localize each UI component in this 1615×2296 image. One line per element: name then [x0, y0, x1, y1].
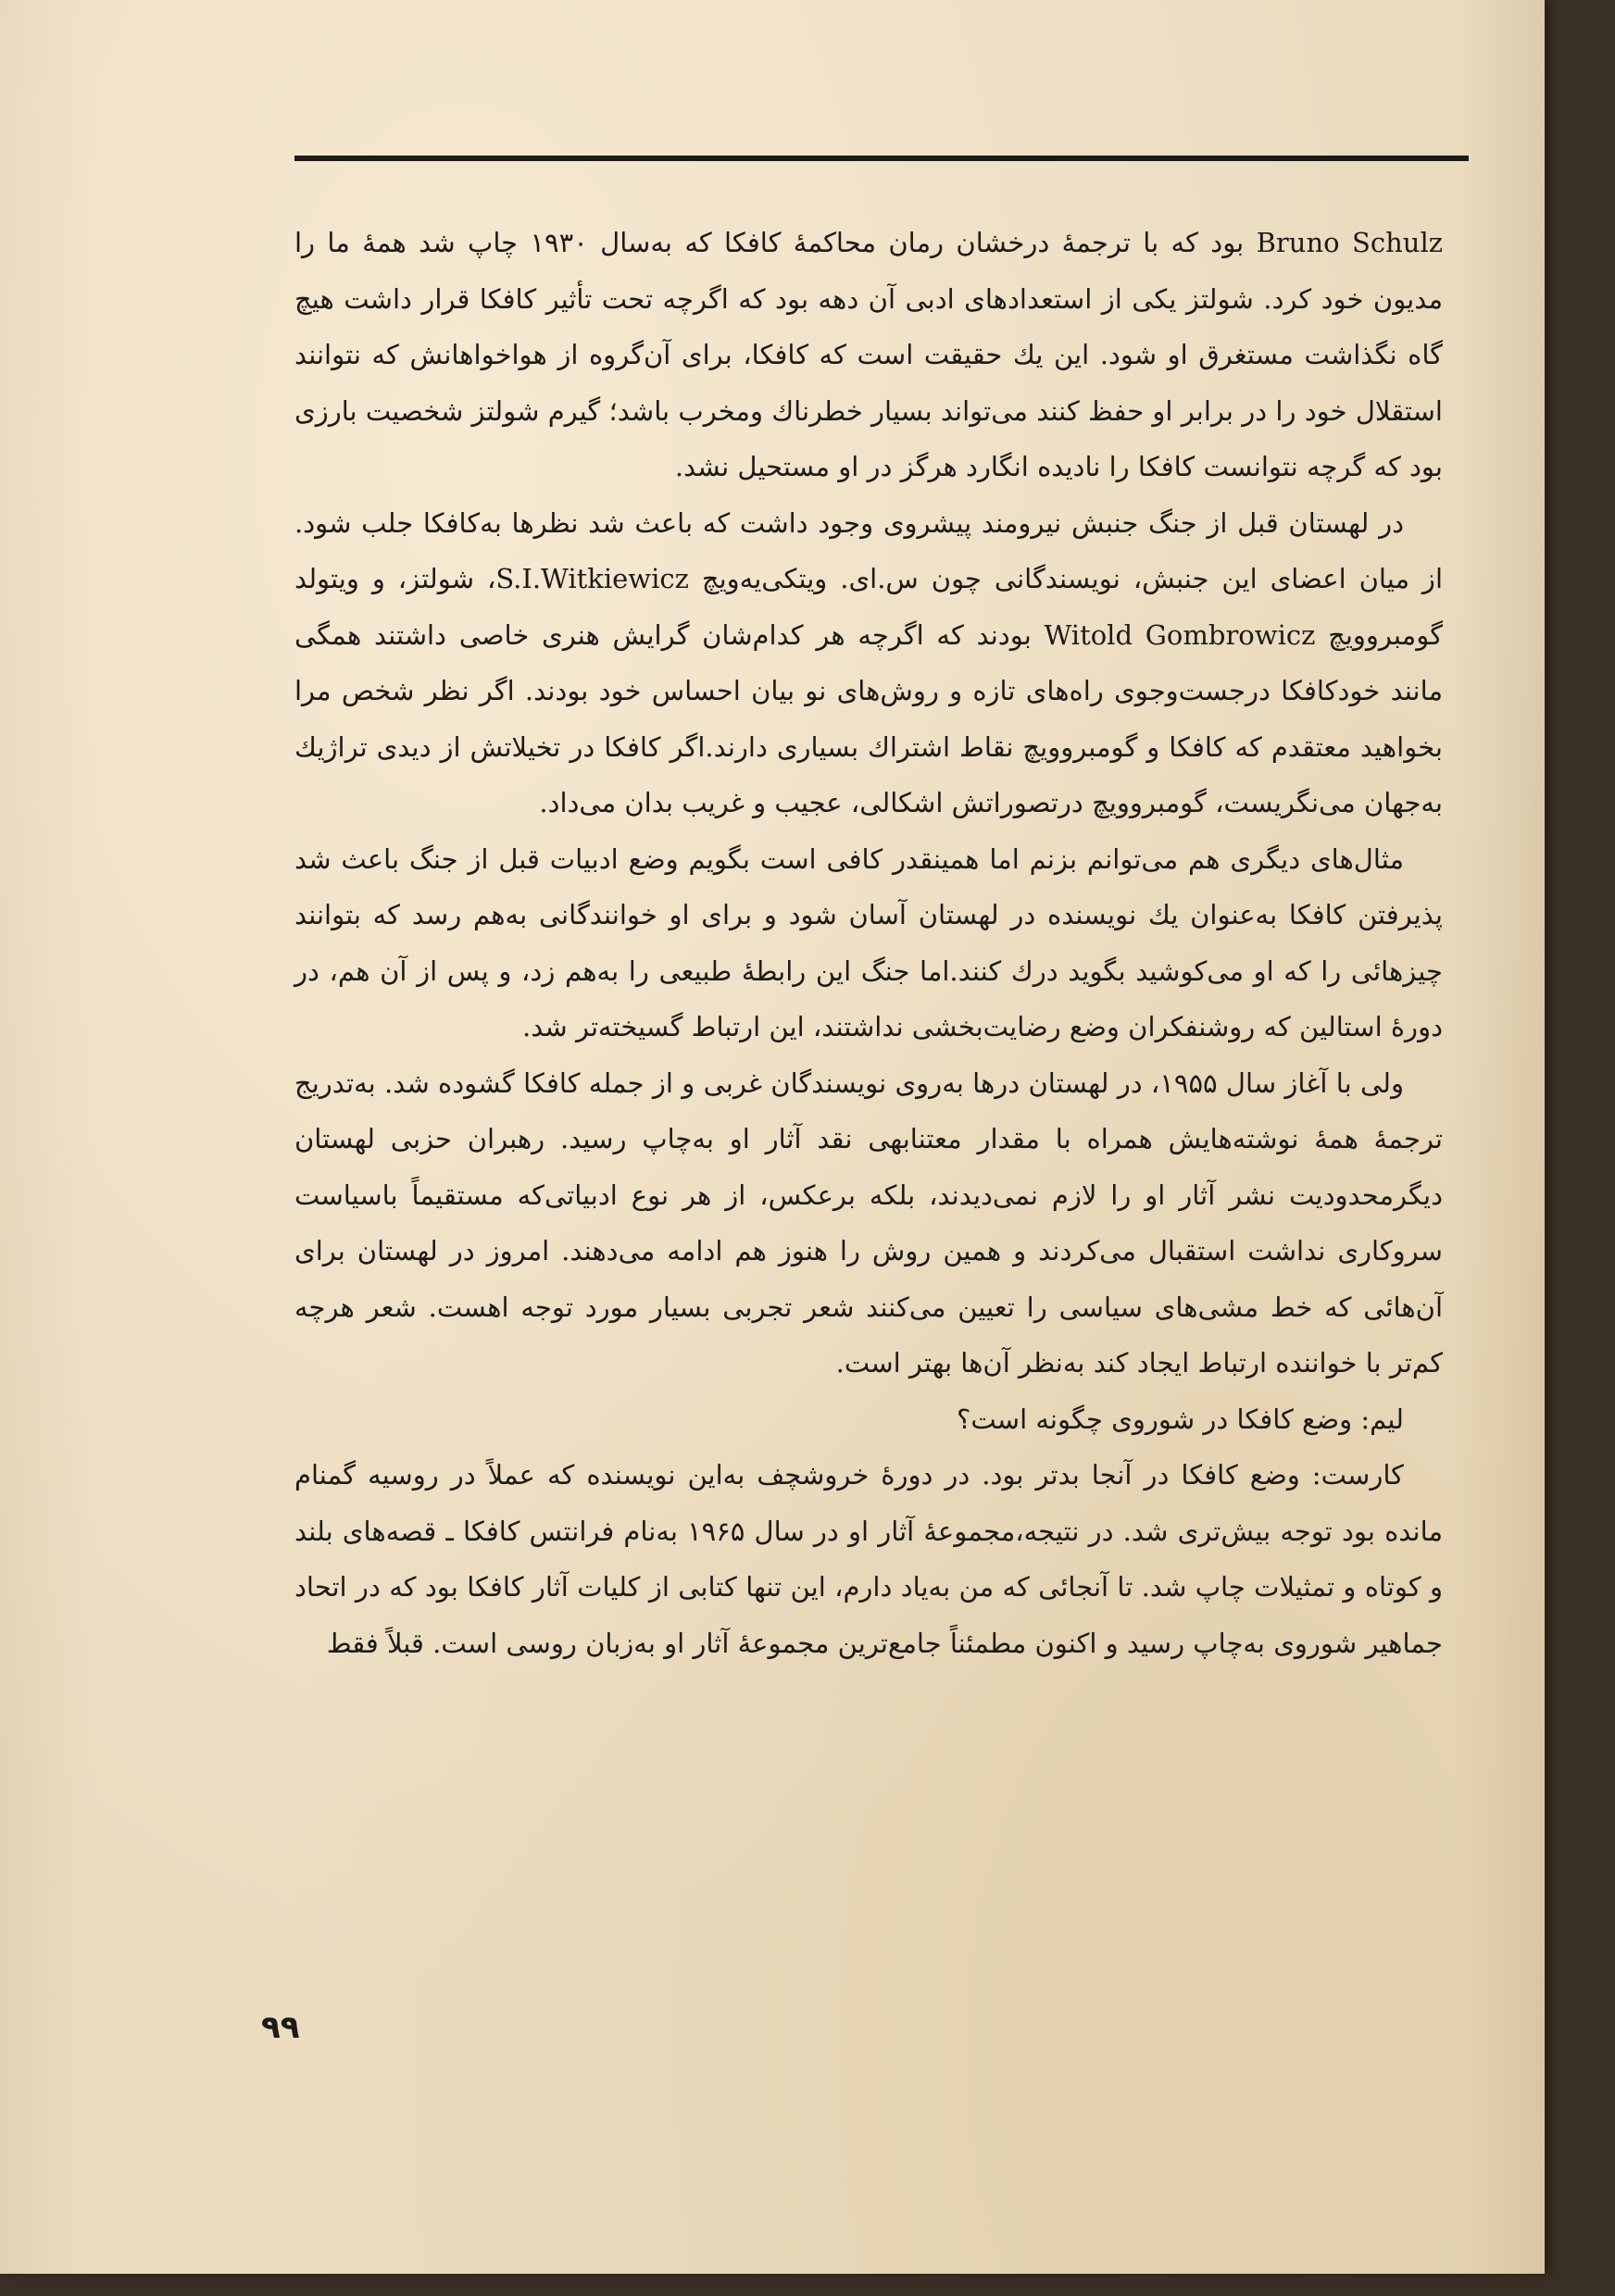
paragraph-4: ولی با آغاز سال ۱۹۵۵، در لهستان درها به‌روی نویسندگان غربی و از جمله کافکا گشوده شد. به‌تدریج ترجمهٔ همهٔ نوشته‌هایش همراه با مقدار معتنابهی نقد آثار او به‌چاپ رسید. رهبران حزبی لهستان دیگرمحدودیت نشر آثار او را لازم نمی‌دیدند، بلکه برعکس، از هر نوع ادبیاتی‌که مستقیماً باسیاست سروکاری نداشت استقبال می‌کردند و همین روش را هنوز هم ادامه می‌دهند. امروز در لهستان برای آن‌هائی که خط مشی‌های سیاسی را تعیین می‌کنند شعر تجربی بسیار مورد توجه اهست. شعر هرچه کم‌تر با خواننده ارتباط ایجاد کند به‌نظر آن‌ها بهتر است.: [294, 1067, 1443, 1379]
paragraph-5-question: لیم: وضع کافکا در شوروی چگونه است؟: [956, 1403, 1404, 1435]
paragraph-1: Bruno Schulz بود که با ترجمهٔ درخشان رمان محاکمهٔ کافکا که به‌سال ۱۹۳۰ چاپ شد همهٔ ما را مدیون خود کرد. شولتز یکی از استعدادهای ادبی آن دهه بود که اگرچه تحت تأثیر کافکا قرار داشت هیچ گاه نگذاشت مستغرق او شود. این یك حقیقت است که کافکا، برای آن‌گروه از هواخواهانش که نتوانند استقلال خود را در برابر او حفظ کنند می‌تواند بسیار خطرناك ومخرب باشد؛ گیرم شولتز شخصیت بارزی بود که گرچه نتوانست کافکا را نادیده انگارد هرگز در او مستحیل نشد.: [294, 227, 1443, 482]
header-rule: [294, 156, 1469, 161]
page-number: ۹۹: [261, 2009, 300, 2046]
paragraph-6-answer: کارست: وضع کافکا در آنجا بدتر بود. در دورهٔ خروشچف به‌این نویسنده که عملاً در روسیه گمنام مانده بود توجه بیش‌تری شد. در نتیجه،مجموعهٔ آثار او در سال ۱۹۶۵ به‌نام فرانتس کافکا ـ قصه‌های بلند و کوتاه و تمثیلات چاپ شد. تا آنجائی که من به‌یاد دارم، این تنها کتابی از کلیات آثار کافکا بود که در اتحاد جماهیر شوروی به‌چاپ رسید و اکنون مطمئناً جامع‌ترین مجموعهٔ آثار او به‌زبان روسی است. قبلاً فقط: [294, 1459, 1443, 1659]
paragraph-2: در لهستان قبل از جنگ جنبش نیرومند پیشروی وجود داشت که باعث شد نظرها به‌کافکا جلب شود. از میان اعضای این جنبش، نویسندگانی چون س.ای. ویتکی‌یه‌ویچ S.I.Witkiewicz، شولتز، و ویتولد گومبروویچ Witold Gombrowicz بودند که اگرچه هر کدام‌شان گرایش هنری خاصی داشتند همگی مانند خودکافکا درجست‌وجوی راه‌های تازه و روش‌های نو بیان احساس خود بودند. اگر نظر شخص مرا بخواهید معتقدم که کافکا و گومبروویچ نقاط اشتراك بسیاری دارند.اگر کافکا در تخیلاتش از دیدی تراژیك به‌جهان می‌نگریست، گومبروویچ درتصوراتش اشکالی، عجیب و غریب بدان می‌داد.: [294, 506, 1443, 818]
body-text: [294, 215, 1443, 1671]
paragraph-3: مثال‌های دیگری هم می‌توانم بزنم اما همینقدر کافی است بگویم وضع ادبیات قبل از جنگ باعث شد پذیرفتن کافکا به‌عنوان یك نویسنده در لهستان آسان شود و برای او خوانندگانی به‌هم رسد که بتوانند چیزهائی را که او می‌کوشید بگوید درك کنند.اما جنگ این رابطهٔ طبیعی را به‌هم زد، و پس از آن هم، در دورهٔ استالین که روشنفکران وضع رضایت‌بخشی نداشتند، این ارتباط گسیخته‌تر شد.: [294, 842, 1443, 1042]
